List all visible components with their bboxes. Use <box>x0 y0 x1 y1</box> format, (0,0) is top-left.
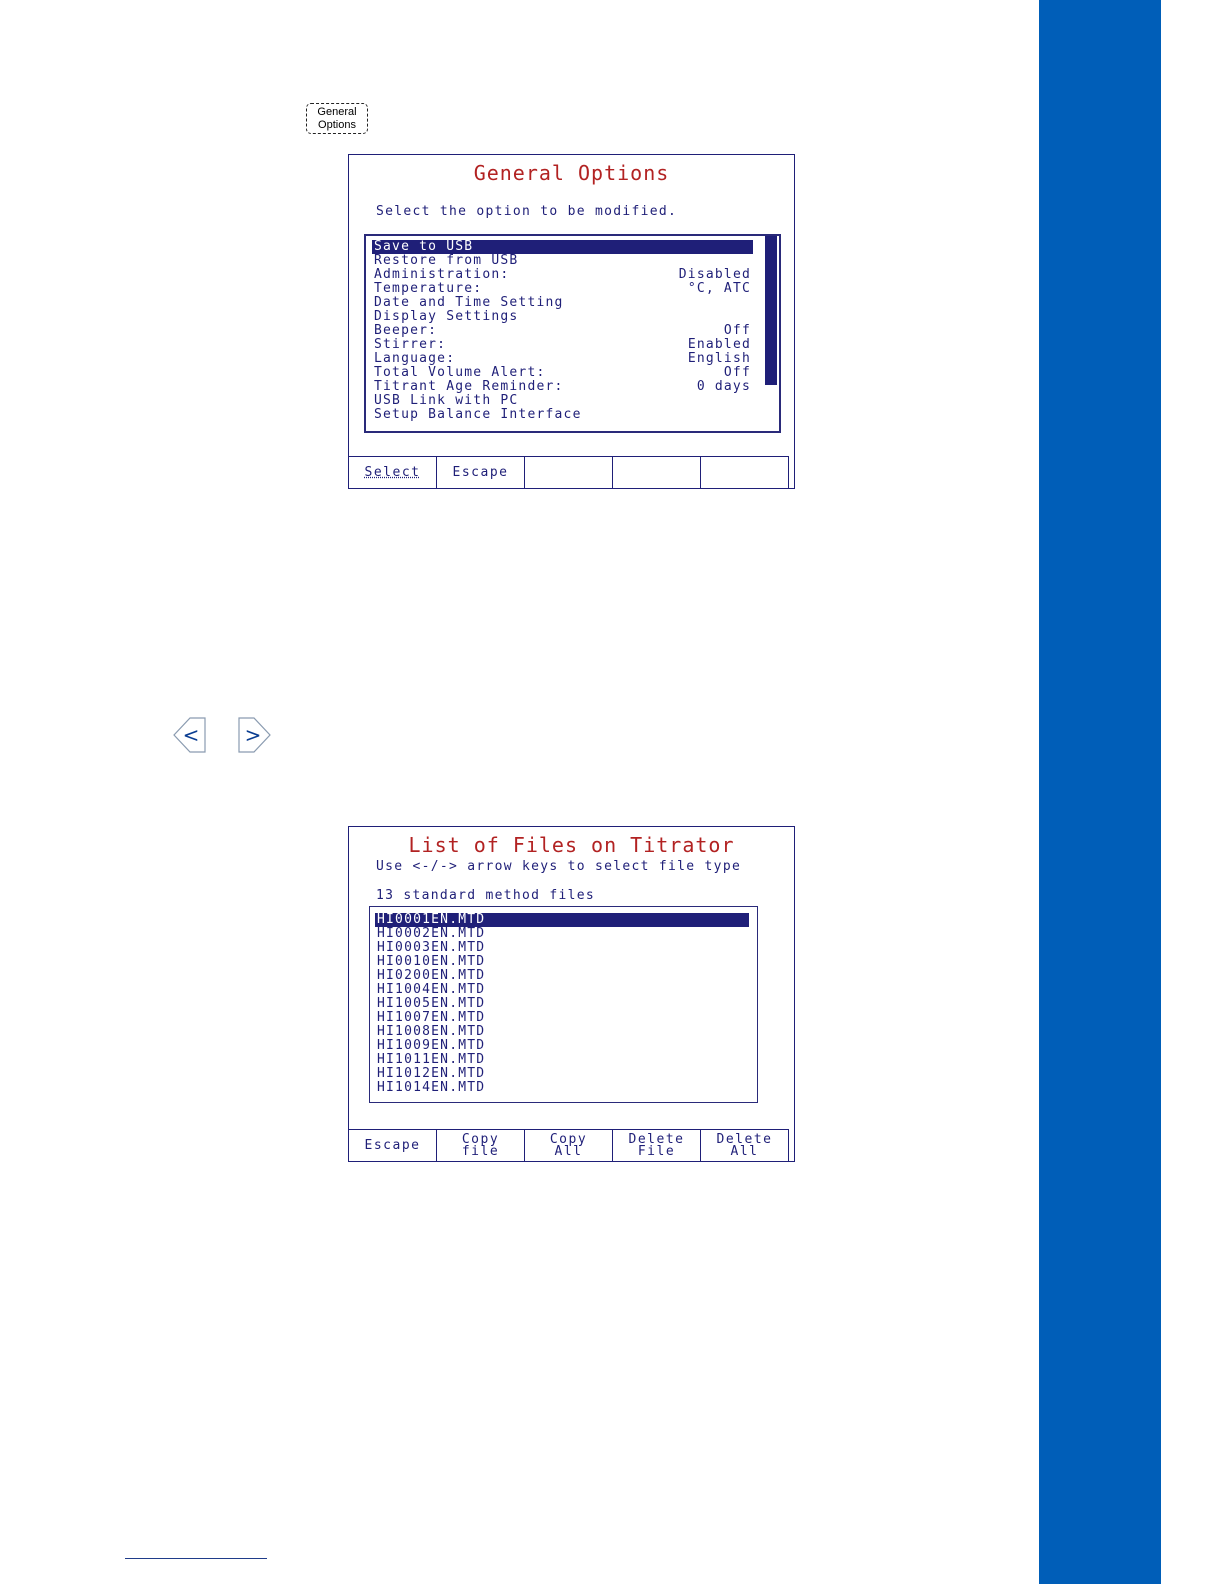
file-row[interactable] <box>375 1053 749 1067</box>
file-name: HI1011EN.MTD <box>377 1052 486 1067</box>
option-label: USB Link with PC <box>374 393 519 408</box>
general-options-title: General Options <box>473 161 670 185</box>
file-row[interactable] <box>375 1067 749 1081</box>
softkey-label-line2: file <box>461 1143 500 1159</box>
files-softkey-copy-file[interactable] <box>436 1129 525 1162</box>
left-arrow-key-icon[interactable] <box>172 717 206 753</box>
softkey-label: Delete <box>716 1131 773 1147</box>
option-row-beeper[interactable] <box>372 324 753 338</box>
option-label: Date and Time Setting <box>374 295 564 310</box>
file-name: HI0200EN.MTD <box>377 968 486 983</box>
files-softkey-delete-file[interactable] <box>612 1129 701 1162</box>
options-softkey-select[interactable] <box>348 456 437 489</box>
files-softkey-delete-all[interactable] <box>700 1129 789 1162</box>
file-name: HI1004EN.MTD <box>377 982 486 997</box>
softkey-label-line2: All <box>730 1143 759 1159</box>
options-softkey-escape[interactable] <box>436 456 525 489</box>
general-options-key-line2: Options <box>318 119 356 131</box>
options-list <box>364 234 781 433</box>
file-row[interactable] <box>375 1011 749 1025</box>
option-label: Language: <box>374 351 456 366</box>
option-row-stirrer[interactable] <box>372 338 753 352</box>
file-name: HI1007EN.MTD <box>377 1010 486 1025</box>
softkey-label-line2: All <box>554 1143 583 1159</box>
right-arrow-key-icon[interactable] <box>238 717 272 753</box>
option-row-restore-from-usb[interactable] <box>372 254 753 268</box>
general-options-key-line1: General <box>317 106 357 118</box>
file-row[interactable] <box>375 941 749 955</box>
file-row[interactable] <box>375 997 749 1011</box>
option-value: Enabled <box>687 337 751 352</box>
options-softkey-empty-4[interactable] <box>700 456 789 489</box>
options-softkey-empty-2[interactable] <box>524 456 613 489</box>
general-options-softkeys <box>348 456 788 489</box>
softkey-label: Escape <box>452 464 509 480</box>
option-label: Administration: <box>374 267 510 282</box>
file-list-screen <box>348 826 795 1162</box>
footnote-rule <box>125 1558 267 1559</box>
left-arrow-glyph: < <box>182 723 200 747</box>
general-options-key[interactable] <box>306 103 368 134</box>
option-value: Off <box>723 323 751 338</box>
file-list-softkeys <box>348 1129 788 1162</box>
option-label: Save to USB <box>374 239 474 254</box>
file-list-instruction: Use <-/-> arrow keys to select file type <box>376 859 742 874</box>
file-name: HI0003EN.MTD <box>377 940 486 955</box>
file-name: HI0002EN.MTD <box>377 926 486 941</box>
files-softkey-copy-all[interactable] <box>524 1129 613 1162</box>
file-row[interactable] <box>375 1025 749 1039</box>
option-label: Display Settings <box>374 309 519 324</box>
file-name: HI1009EN.MTD <box>377 1038 486 1053</box>
files-list <box>369 906 758 1103</box>
file-row[interactable] <box>375 983 749 997</box>
option-value: English <box>687 351 751 366</box>
file-row[interactable] <box>375 969 749 983</box>
files-softkey-escape[interactable] <box>348 1129 437 1162</box>
option-value: °C, ATC <box>687 281 751 296</box>
softkey-label: Escape <box>364 1137 421 1153</box>
option-value: Disabled <box>678 267 751 282</box>
option-label: Restore from USB <box>374 253 519 268</box>
options-scrollbar-thumb[interactable] <box>765 236 777 385</box>
general-options-prompt: Select the option to be modified. <box>376 204 678 219</box>
option-row-save-to-usb[interactable] <box>372 240 753 254</box>
option-label: Temperature: <box>374 281 483 296</box>
option-label: Beeper: <box>374 323 438 338</box>
option-row-display-settings[interactable] <box>372 310 753 324</box>
option-row-temperature[interactable] <box>372 282 753 296</box>
side-color-band <box>1039 0 1161 1584</box>
options-softkey-empty-3[interactable] <box>612 456 701 489</box>
softkey-label: Delete <box>628 1131 685 1147</box>
file-row[interactable] <box>375 1081 749 1095</box>
option-label: Stirrer: <box>374 337 447 352</box>
general-options-screen <box>348 154 795 489</box>
softkey-label: Copy <box>549 1131 588 1147</box>
file-row[interactable] <box>375 1039 749 1053</box>
file-name: HI1008EN.MTD <box>377 1024 486 1039</box>
file-name: HI1014EN.MTD <box>377 1080 486 1095</box>
right-arrow-glyph: > <box>244 723 262 747</box>
file-name: HI0001EN.MTD <box>377 912 486 927</box>
softkey-label-line2: File <box>637 1143 676 1159</box>
file-list-title: List of Files on Titrator <box>408 833 735 857</box>
option-row-total-volume-alert[interactable] <box>372 366 753 380</box>
option-row-titrant-age-reminder[interactable] <box>372 380 753 394</box>
file-count-text: 13 standard method files <box>376 888 596 903</box>
softkey-label: Copy <box>461 1131 500 1147</box>
file-row[interactable] <box>375 913 749 927</box>
file-name: HI1005EN.MTD <box>377 996 486 1011</box>
option-row-usb-link-with-pc[interactable] <box>372 394 753 408</box>
option-label: Total Volume Alert: <box>374 365 546 380</box>
file-name: HI1012EN.MTD <box>377 1066 486 1081</box>
option-row-administration[interactable] <box>372 268 753 282</box>
file-row[interactable] <box>375 927 749 941</box>
file-name: HI0010EN.MTD <box>377 954 486 969</box>
option-value: Off <box>723 365 751 380</box>
option-label: Titrant Age Reminder: <box>374 379 564 394</box>
softkey-label: Select <box>364 464 421 480</box>
option-row-date-and-time-setting[interactable] <box>372 296 753 310</box>
option-label: Setup Balance Interface <box>374 407 582 422</box>
option-row-language[interactable] <box>372 352 753 366</box>
option-row-setup-balance-interface[interactable] <box>372 408 753 422</box>
file-row[interactable] <box>375 955 749 969</box>
option-value: 0 days <box>696 379 751 394</box>
